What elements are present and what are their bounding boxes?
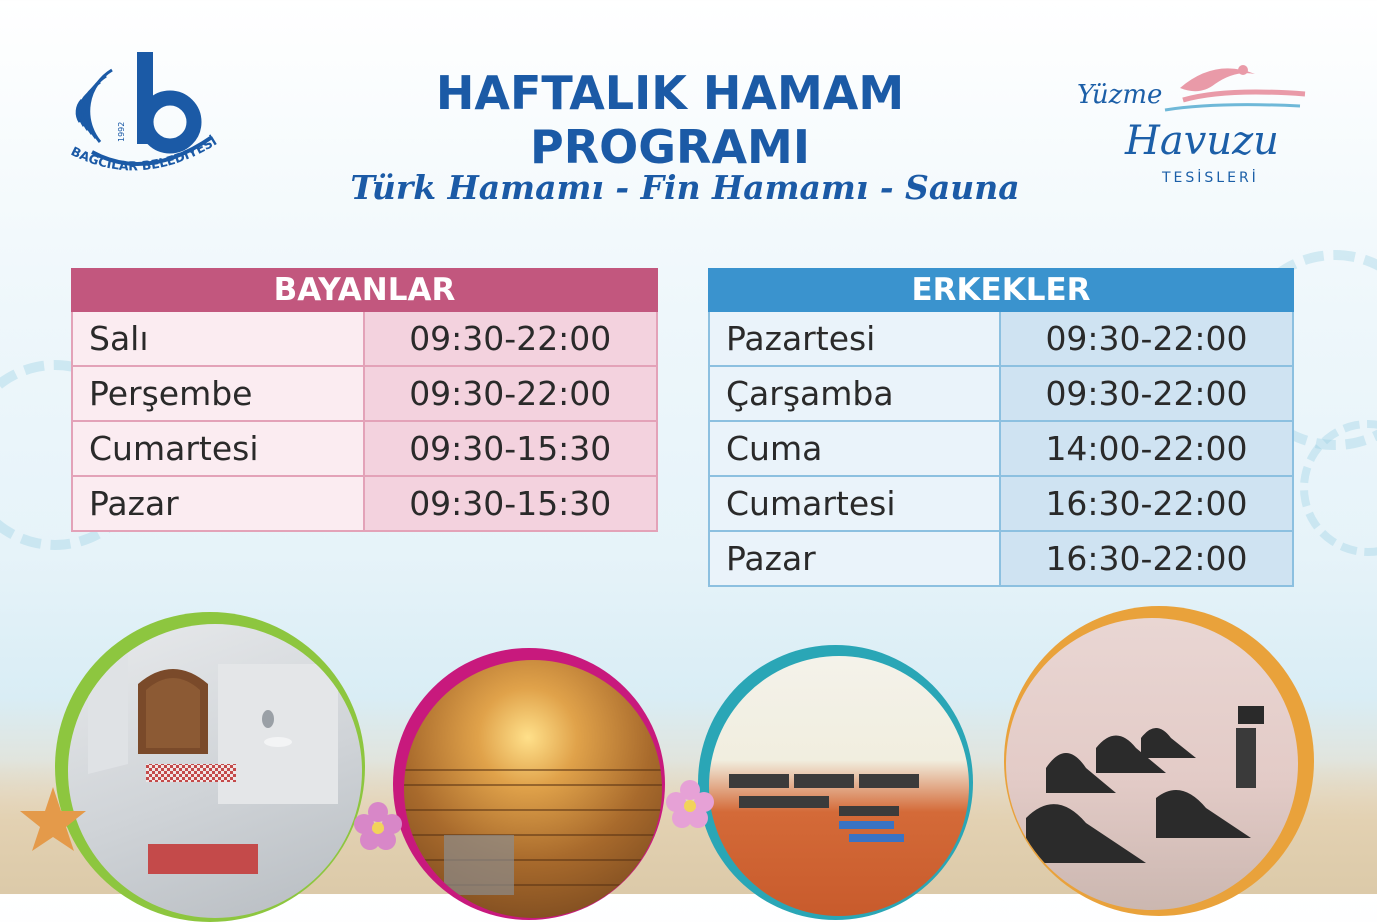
time-cell: 09:30-15:30 [365,422,657,475]
time-cell: 09:30-22:00 [365,367,657,420]
lounge-chair-icon [1006,618,1298,910]
men-schedule-table [708,268,1294,587]
starfish-icon [18,785,88,855]
day-cell: Pazartesi [710,312,1001,365]
treadmill-icon [709,656,969,916]
yuzme-havuzu-logo [1065,58,1315,193]
table-row [708,532,1294,587]
time-cell: 14:00-22:00 [1001,422,1292,475]
flower-icon [664,778,716,830]
day-cell: Cumartesi [73,422,365,475]
day-cell: Pazar [73,477,365,530]
table-row [71,312,658,367]
relax-room-photo [1006,618,1298,910]
brand-havuzu: Havuzu [1125,118,1279,164]
brand-tesisleri: TESİSLERİ [1162,170,1259,186]
table-row [71,477,658,532]
women-table-heading: BAYANLAR [71,268,658,312]
turkish-bath-icon [68,624,362,918]
fitness-hall-photo [709,656,969,916]
page-subtitle: Türk Hamamı - Fin Hamamı - Sauna [350,168,1020,207]
municipality-emblem-icon [62,42,232,192]
turkish-bath-photo [68,624,362,918]
day-cell: Perşembe [73,367,365,420]
flower-icon [352,800,404,852]
table-row [708,367,1294,422]
time-cell: 09:30-15:30 [365,477,657,530]
time-cell: 09:30-22:00 [1001,312,1292,365]
sauna-bench-icon [404,660,662,918]
sauna-photo [404,660,662,918]
table-row [708,477,1294,532]
time-cell: 16:30-22:00 [1001,532,1292,585]
women-schedule-table [71,268,658,532]
table-row [71,367,658,422]
logo-municipality-name: BAĞCILAR BELEDİYESİ [68,133,220,174]
table-row [708,312,1294,367]
logo-year: 1992 [117,121,126,142]
bagcilar-belediyesi-logo [62,42,232,192]
day-cell: Salı [73,312,365,365]
day-cell: Cumartesi [710,477,1001,530]
day-cell: Çarşamba [710,367,1001,420]
table-row [708,422,1294,477]
men-table-heading: ERKEKLER [708,268,1294,312]
time-cell: 16:30-22:00 [1001,477,1292,530]
time-cell: 09:30-22:00 [1001,367,1292,420]
day-cell: Pazar [710,532,1001,585]
table-row [71,422,658,477]
time-cell: 09:30-22:00 [365,312,657,365]
day-cell: Cuma [710,422,1001,475]
page-title: HAFTALIK HAMAM PROGRAMI [435,66,905,174]
brand-yuzme: Yüzme [1077,80,1163,110]
